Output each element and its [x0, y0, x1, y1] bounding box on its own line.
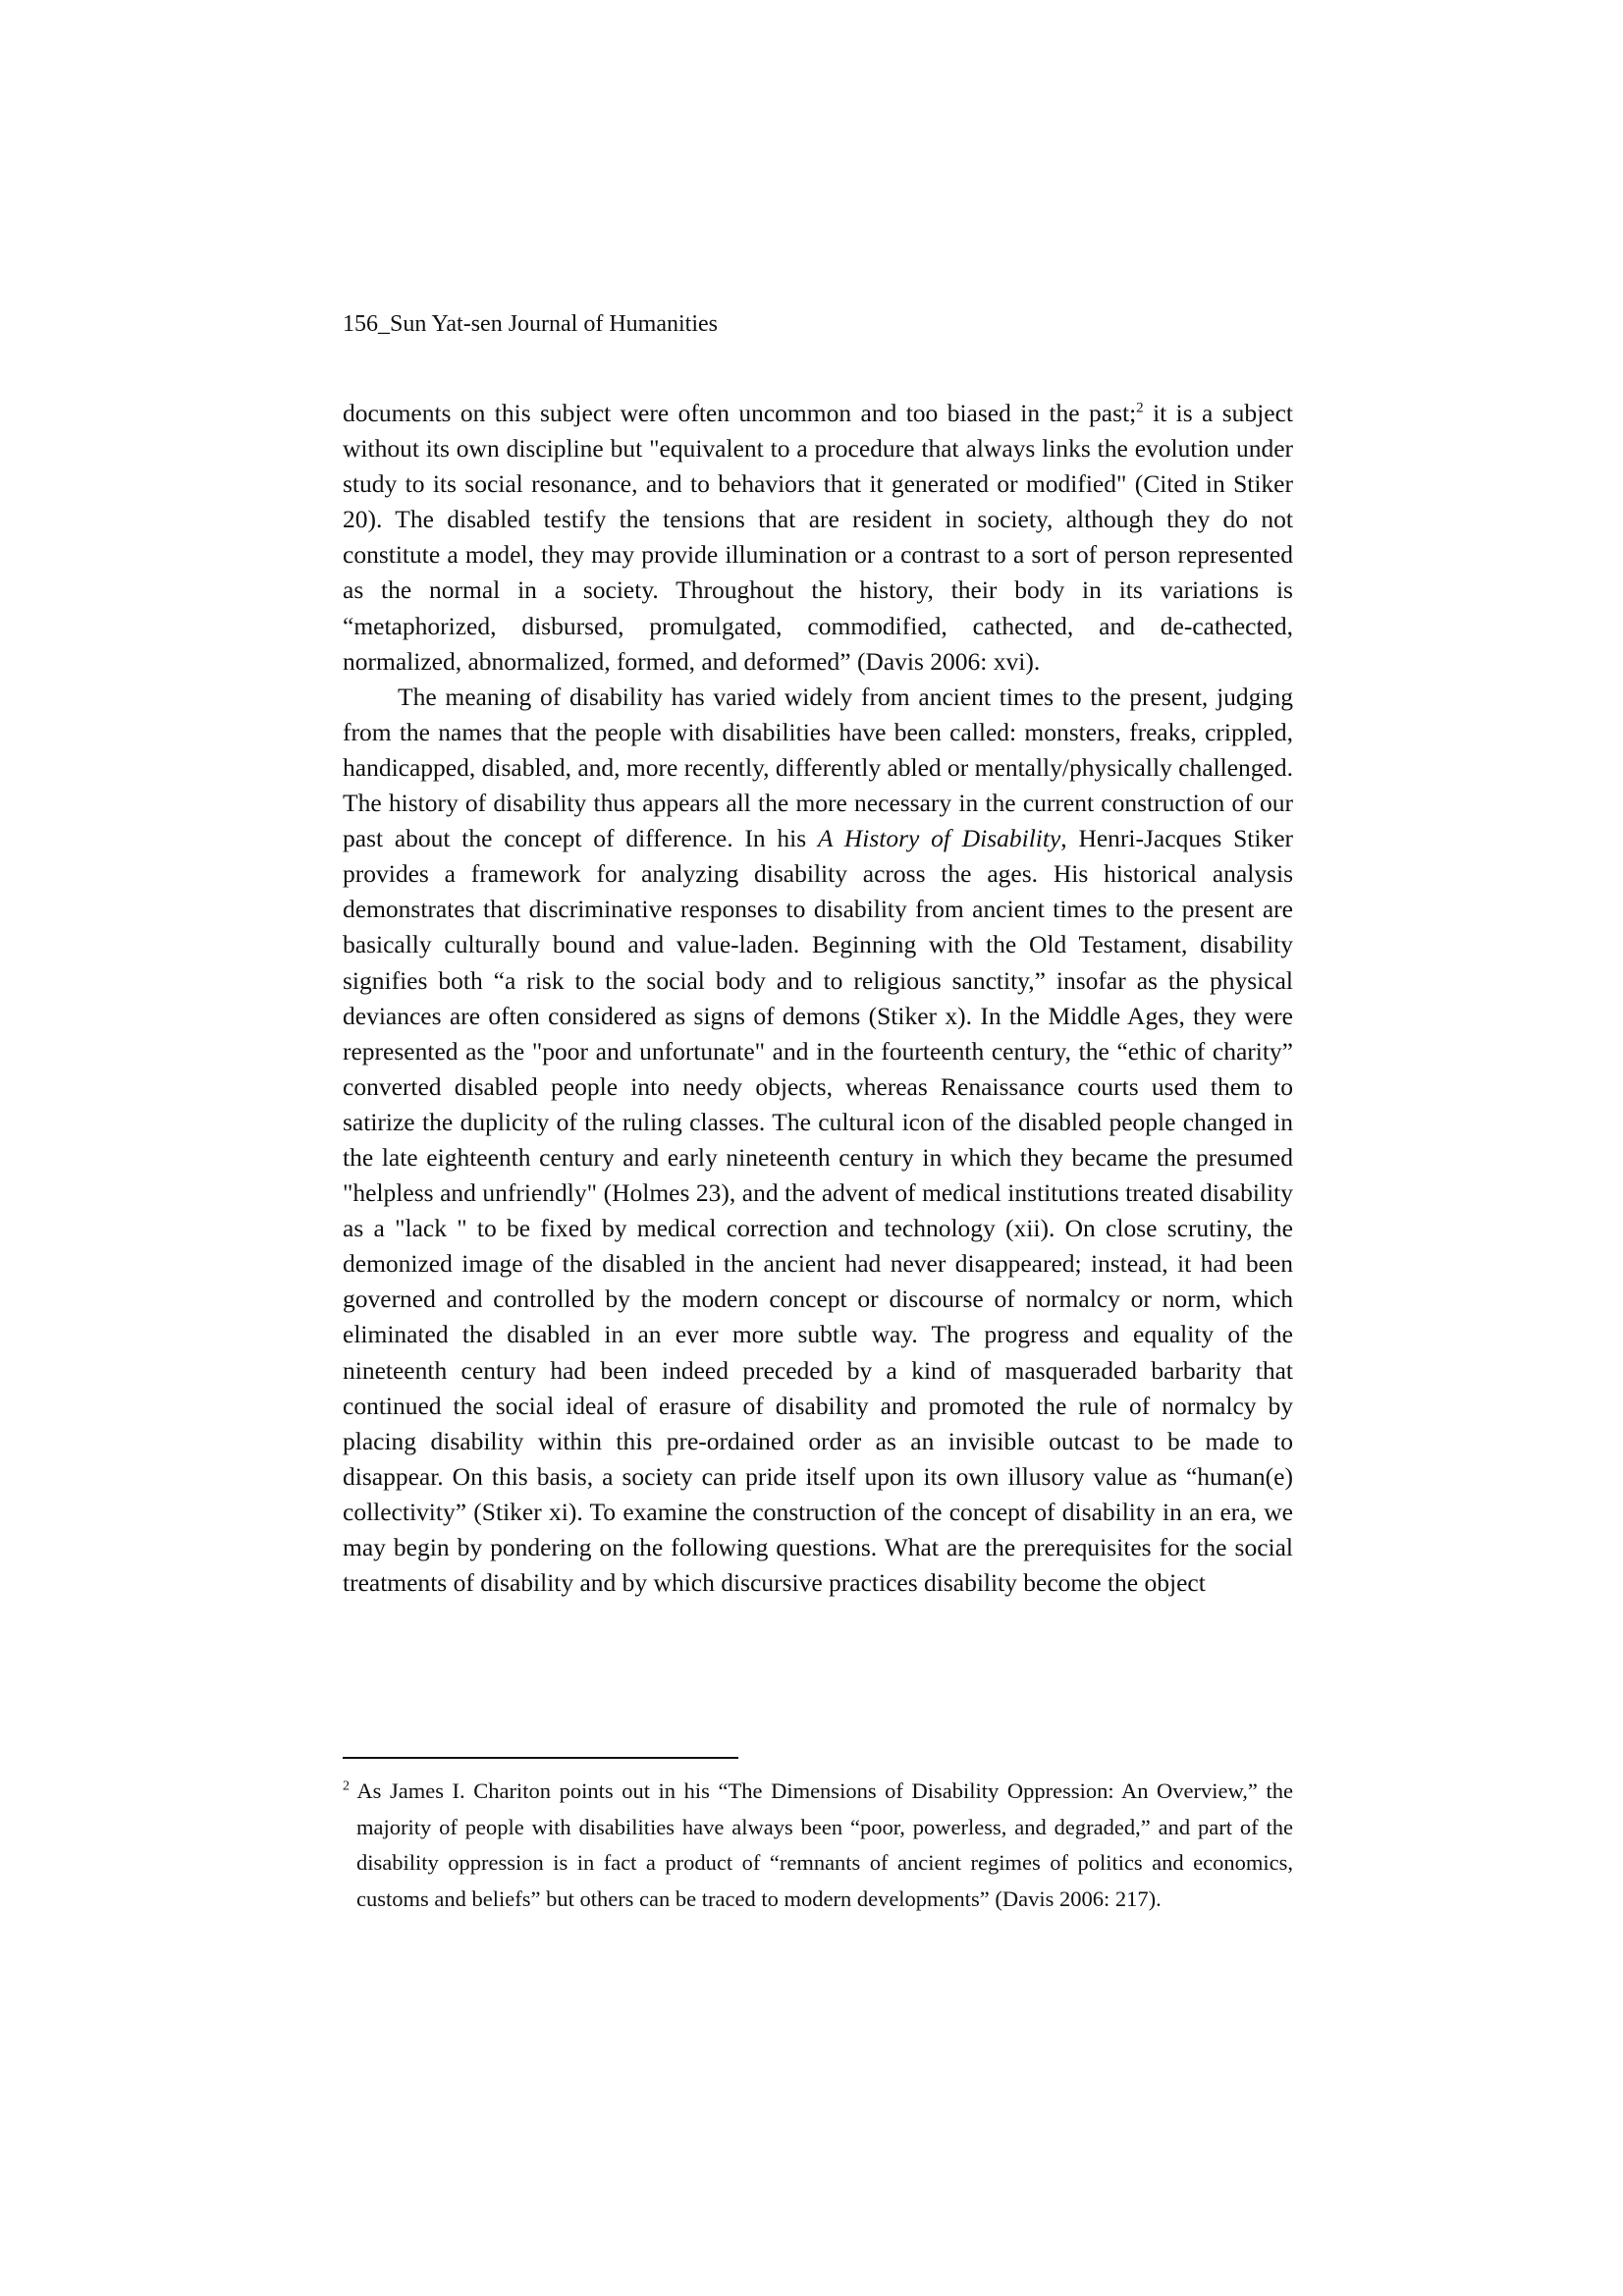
paragraph-2-text-before-title: The meaning of disability has varied widely from ancient times to the present, judging from the names that the people with disabilities have been called: monsters, freaks, crippled, handicapped, disabled, and, more recently, differently abled or mentally/physically challenged. The history of disability thus appears all the more necessary in the current construction of our past about the concept of difference. In his — [343, 682, 1293, 853]
paragraph-2 — [343, 680, 1293, 1601]
paragraph-1 — [343, 396, 1293, 680]
footnote — [343, 1774, 1293, 1917]
body-text — [343, 396, 1293, 1601]
footnote-divider — [343, 1757, 738, 1759]
paragraph-1-text-before-note: documents on this subject were often uncommon and too biased in the past; — [343, 399, 1137, 427]
footnote-text: As James I. Chariton points out in his “The Dimensions of Disability Oppression: An Overview,” the majority of people with disabilities have always been “poor, powerless, and degraded,” and part of the disability oppression is in fact a product of “remnants of ancient regimes of politics and economics, customs and beliefs” but others can be traced to modern developments” (Davis 2006: 217). — [350, 1778, 1293, 1911]
paragraph-1-text-after-note: it is a subject without its own discipline but "equivalent to a procedure that always links the evolution under study to its social resonance, and to behaviors that it generated or modified" (Cited in Stiker 20). The disabled testify the tensions that are resident in society, although they do not constitute a model, they may provide illumination or a contrast to a sort of person represented as the normal in a society. Throughout the history, their body in its variations is “metaphorized, disbursed, promulgated, commodified, cathected, and de-cathected, normalized, abnormalized, formed, and deformed” (Davis 2006: xvi). — [343, 399, 1293, 676]
footnote-reference: 2 — [1136, 400, 1144, 416]
running-header: 156_Sun Yat-sen Journal of Humanities — [343, 311, 718, 337]
footnote-number: 2 — [343, 1778, 350, 1794]
book-title: A History of Disability — [817, 824, 1061, 853]
paragraph-2-text-after-title: , Henri-Jacques Stiker provides a framework for analyzing disability across the ages. His historical analysis demonstrates that discriminative responses to disability from ancient times to the present are basically culturally bound and value-laden. Beginning with the Old Testament, disability signifies both “a risk to the social body and to religious sanctity,” insofar as the physical deviances are often considered as signs of demons (Stiker x). In the Middle Ages, they were represented as the "poor and unfortunate" and in the fourteenth century, the “ethic of charity” converted disabled people into needy objects, whereas Renaissance courts used them to satirize the duplicity of the ruling classes. The cultural icon of the disabled people changed in the late eighteenth century and early nineteenth century in which they became the presumed "helpless and unfriendly" (Holmes 23), and the advent of medical institutions treated disability as a "lack " to be fixed by medical correction and technology (xii). On close scrutiny, the demonized image of the disabled in the ancient had never disappeared; instead, it had been governed and controlled by the modern concept or discourse of normalcy or norm, which eliminated the disabled in an ever more subtle way. The progress and equality of the nineteenth century had been indeed preceded by a kind of masqueraded barbarity that continued the social ideal of erasure of disability and promoted the rule of normalcy by placing disability within this pre-ordained order as an invisible outcast to be made to disappear. On this basis, a society can pride itself upon its own illusory value as “human(e) collectivity” (Stiker xi). To examine the construction of the concept of disability in an era, we may begin by pondering on the following questions. What are the prerequisites for the social treatments of disability and by which discursive practices disability become the object — [343, 824, 1293, 1598]
